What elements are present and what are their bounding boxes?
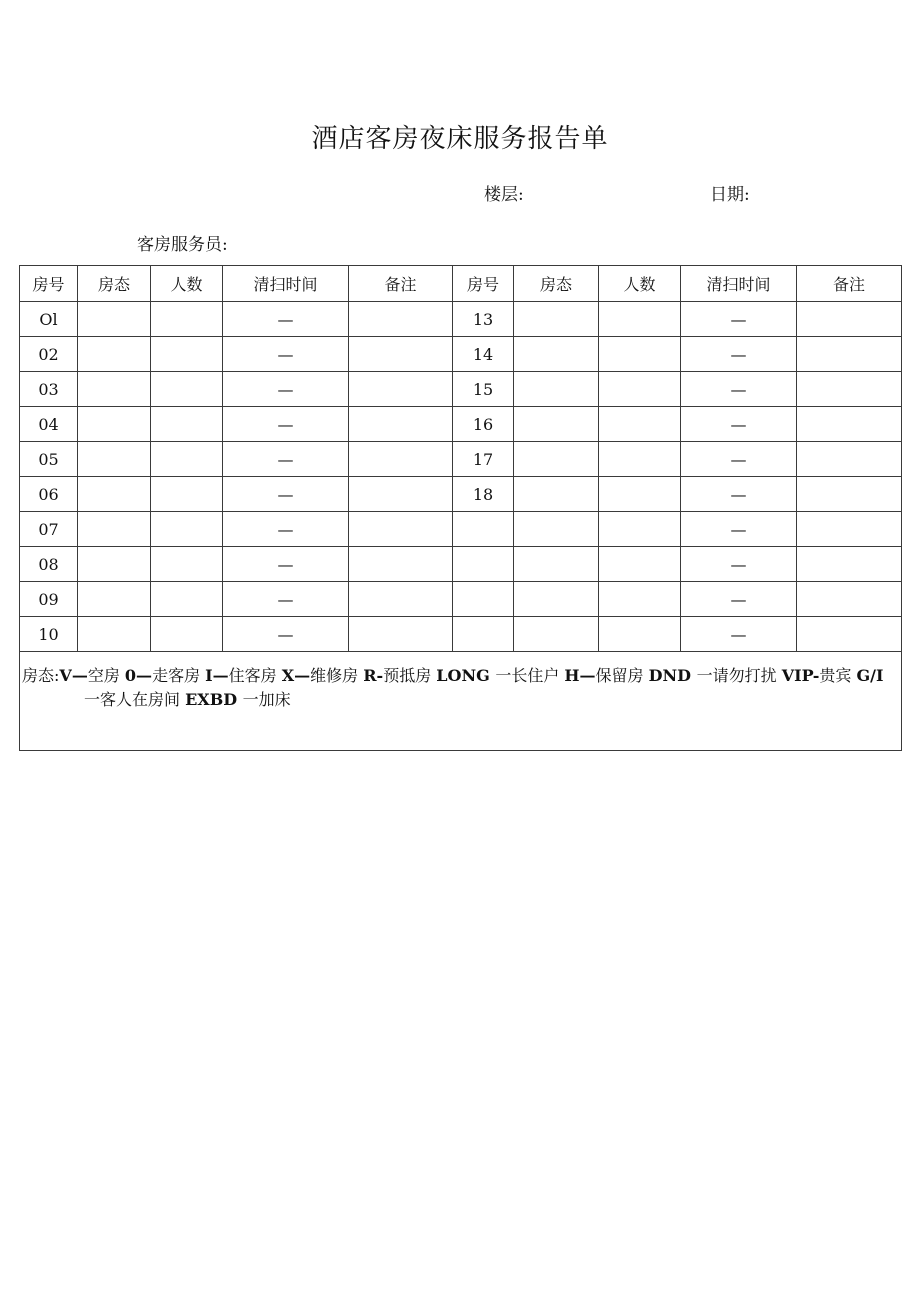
right-room-status-cell[interactable] bbox=[514, 302, 599, 337]
right-remarks-cell[interactable] bbox=[797, 547, 902, 582]
table-body bbox=[20, 302, 902, 652]
right-guest-count-cell[interactable] bbox=[599, 582, 681, 617]
legend-description: 贵宾 bbox=[819, 666, 857, 685]
right-guest-count-cell[interactable] bbox=[599, 407, 681, 442]
header-row bbox=[20, 266, 902, 302]
left-cleaning-time-cell: — bbox=[223, 442, 349, 477]
left-room-status-cell[interactable] bbox=[78, 337, 151, 372]
right-cleaning-time-cell: — bbox=[681, 477, 797, 512]
legend-description: 一加床 bbox=[242, 690, 291, 709]
header-room-status: 房态 bbox=[514, 266, 599, 302]
right-remarks-cell[interactable] bbox=[797, 337, 902, 372]
table-row bbox=[20, 407, 902, 442]
right-room-status-cell[interactable] bbox=[514, 547, 599, 582]
table-row bbox=[20, 302, 902, 337]
left-cleaning-time-cell: — bbox=[223, 547, 349, 582]
left-remarks-cell[interactable] bbox=[349, 512, 453, 547]
left-cleaning-time-cell: — bbox=[223, 372, 349, 407]
left-guest-count-cell[interactable] bbox=[151, 372, 223, 407]
legend-code: EXBD bbox=[185, 690, 243, 709]
left-room-status-cell[interactable] bbox=[78, 407, 151, 442]
right-remarks-cell[interactable] bbox=[797, 442, 902, 477]
right-cleaning-time-cell: — bbox=[681, 617, 797, 652]
right-remarks-cell[interactable] bbox=[797, 617, 902, 652]
right-cleaning-time-cell: — bbox=[681, 407, 797, 442]
right-room-status-cell[interactable] bbox=[514, 337, 599, 372]
left-room-status-cell[interactable] bbox=[78, 442, 151, 477]
header-room-status: 房态 bbox=[78, 266, 151, 302]
left-remarks-cell[interactable] bbox=[349, 302, 453, 337]
left-remarks-cell[interactable] bbox=[349, 547, 453, 582]
right-room-number-cell bbox=[453, 582, 514, 617]
left-remarks-cell[interactable] bbox=[349, 477, 453, 512]
left-room-status-cell[interactable] bbox=[78, 512, 151, 547]
floor-label: 楼层: bbox=[484, 185, 524, 205]
right-cleaning-time-cell: — bbox=[681, 547, 797, 582]
right-room-number-cell bbox=[453, 512, 514, 547]
left-room-number-cell: 03 bbox=[20, 372, 78, 407]
header-cleaning-time: 清扫时间 bbox=[223, 266, 349, 302]
table-row bbox=[20, 582, 902, 617]
left-remarks-cell[interactable] bbox=[349, 582, 453, 617]
left-cleaning-time-cell: — bbox=[223, 512, 349, 547]
right-cleaning-time-cell: — bbox=[681, 337, 797, 372]
left-guest-count-cell[interactable] bbox=[151, 477, 223, 512]
legend-label: 房态: bbox=[22, 666, 60, 685]
table-row bbox=[20, 477, 902, 512]
header-room-number: 房号 bbox=[20, 266, 78, 302]
right-cleaning-time-cell: — bbox=[681, 442, 797, 477]
left-remarks-cell[interactable] bbox=[349, 617, 453, 652]
table-row bbox=[20, 337, 902, 372]
left-guest-count-cell[interactable] bbox=[151, 547, 223, 582]
right-room-number-cell: 13 bbox=[453, 302, 514, 337]
left-room-number-cell: 09 bbox=[20, 582, 78, 617]
left-guest-count-cell[interactable] bbox=[151, 337, 223, 372]
right-room-status-cell[interactable] bbox=[514, 582, 599, 617]
legend-description: 住客房 bbox=[228, 666, 282, 685]
legend-code: H— bbox=[564, 666, 596, 685]
legend-description: 走客房 bbox=[152, 666, 206, 685]
left-guest-count-cell[interactable] bbox=[151, 302, 223, 337]
legend-description: 一请勿打扰 bbox=[696, 666, 782, 685]
left-remarks-cell[interactable] bbox=[349, 337, 453, 372]
right-remarks-cell[interactable] bbox=[797, 512, 902, 547]
right-room-status-cell[interactable] bbox=[514, 617, 599, 652]
right-room-number-cell: 17 bbox=[453, 442, 514, 477]
left-room-status-cell[interactable] bbox=[78, 617, 151, 652]
right-cleaning-time-cell: — bbox=[681, 512, 797, 547]
left-room-number-cell: 07 bbox=[20, 512, 78, 547]
right-room-number-cell: 16 bbox=[453, 407, 514, 442]
header-remarks: 备注 bbox=[797, 266, 902, 302]
report-table bbox=[19, 265, 902, 751]
table-row bbox=[20, 442, 902, 477]
right-room-status-cell[interactable] bbox=[514, 407, 599, 442]
left-room-number-cell: 04 bbox=[20, 407, 78, 442]
right-guest-count-cell[interactable] bbox=[599, 477, 681, 512]
legend-code: I— bbox=[205, 666, 229, 685]
legend-code: DND bbox=[648, 666, 697, 685]
left-room-number-cell: 06 bbox=[20, 477, 78, 512]
header-guest-count: 人数 bbox=[151, 266, 223, 302]
right-cleaning-time-cell: — bbox=[681, 372, 797, 407]
legend-row bbox=[20, 652, 902, 751]
left-guest-count-cell[interactable] bbox=[151, 512, 223, 547]
header-cleaning-time: 清扫时间 bbox=[681, 266, 797, 302]
left-cleaning-time-cell: — bbox=[223, 582, 349, 617]
left-cleaning-time-cell: — bbox=[223, 407, 349, 442]
right-guest-count-cell[interactable] bbox=[599, 372, 681, 407]
left-room-status-cell[interactable] bbox=[78, 582, 151, 617]
legend-code: 0— bbox=[124, 666, 153, 685]
left-room-number-cell: 02 bbox=[20, 337, 78, 372]
right-cleaning-time-cell: — bbox=[681, 302, 797, 337]
header-remarks: 备注 bbox=[349, 266, 453, 302]
right-guest-count-cell[interactable] bbox=[599, 512, 681, 547]
right-guest-count-cell[interactable] bbox=[599, 337, 681, 372]
right-room-status-cell[interactable] bbox=[514, 512, 599, 547]
right-room-status-cell[interactable] bbox=[514, 477, 599, 512]
left-room-number-cell: Ol bbox=[20, 302, 78, 337]
right-remarks-cell[interactable] bbox=[797, 302, 902, 337]
right-remarks-cell[interactable] bbox=[797, 407, 902, 442]
table-row bbox=[20, 547, 902, 582]
left-cleaning-time-cell: — bbox=[223, 337, 349, 372]
left-room-status-cell[interactable] bbox=[78, 547, 151, 582]
table-row bbox=[20, 512, 902, 547]
left-remarks-cell[interactable] bbox=[349, 442, 453, 477]
left-remarks-cell[interactable] bbox=[349, 372, 453, 407]
legend-description: 一长住户 bbox=[495, 666, 565, 685]
left-guest-count-cell[interactable] bbox=[151, 582, 223, 617]
document-title: 酒店客房夜床服务报告单 bbox=[311, 124, 609, 154]
legend-code: R- bbox=[363, 666, 384, 685]
legend-description: 保留房 bbox=[595, 666, 649, 685]
header-guest-count: 人数 bbox=[599, 266, 681, 302]
table-row bbox=[20, 372, 902, 407]
right-remarks-cell[interactable] bbox=[797, 477, 902, 512]
right-room-status-cell[interactable] bbox=[514, 372, 599, 407]
date-label: 日期: bbox=[710, 185, 750, 205]
attendant-label: 客房服务员: bbox=[137, 235, 228, 255]
right-room-number-cell: 15 bbox=[453, 372, 514, 407]
left-cleaning-time-cell: — bbox=[223, 477, 349, 512]
legend-description: 维修房 bbox=[310, 666, 364, 685]
right-guest-count-cell[interactable] bbox=[599, 442, 681, 477]
table-row bbox=[20, 617, 902, 652]
left-cleaning-time-cell: — bbox=[223, 617, 349, 652]
left-remarks-cell[interactable] bbox=[349, 407, 453, 442]
legend-description: 一客人在房间 bbox=[84, 690, 186, 709]
legend-description: 空房 bbox=[87, 666, 125, 685]
right-room-number-cell: 18 bbox=[453, 477, 514, 512]
left-guest-count-cell[interactable] bbox=[151, 442, 223, 477]
left-room-number-cell: 10 bbox=[20, 617, 78, 652]
legend-code: LONG bbox=[436, 666, 496, 685]
header-room-number: 房号 bbox=[453, 266, 514, 302]
right-cleaning-time-cell: — bbox=[681, 582, 797, 617]
legend-code: G/I bbox=[856, 666, 884, 685]
left-room-status-cell[interactable] bbox=[78, 302, 151, 337]
right-guest-count-cell[interactable] bbox=[599, 617, 681, 652]
room-status-legend bbox=[20, 652, 902, 751]
left-room-number-cell: 05 bbox=[20, 442, 78, 477]
legend-code: X— bbox=[281, 666, 311, 685]
right-remarks-cell[interactable] bbox=[797, 582, 902, 617]
left-room-number-cell: 08 bbox=[20, 547, 78, 582]
legend-code: VIP- bbox=[781, 666, 820, 685]
right-guest-count-cell[interactable] bbox=[599, 547, 681, 582]
left-guest-count-cell[interactable] bbox=[151, 617, 223, 652]
legend-text bbox=[22, 664, 899, 712]
left-guest-count-cell[interactable] bbox=[151, 407, 223, 442]
right-room-status-cell[interactable] bbox=[514, 442, 599, 477]
right-room-number-cell: 14 bbox=[453, 337, 514, 372]
legend-description: 预抵房 bbox=[383, 666, 437, 685]
right-remarks-cell[interactable] bbox=[797, 372, 902, 407]
left-cleaning-time-cell: — bbox=[223, 302, 349, 337]
left-room-status-cell[interactable] bbox=[78, 477, 151, 512]
legend-code: V— bbox=[59, 666, 88, 685]
right-guest-count-cell[interactable] bbox=[599, 302, 681, 337]
right-room-number-cell bbox=[453, 547, 514, 582]
right-room-number-cell bbox=[453, 617, 514, 652]
left-room-status-cell[interactable] bbox=[78, 372, 151, 407]
